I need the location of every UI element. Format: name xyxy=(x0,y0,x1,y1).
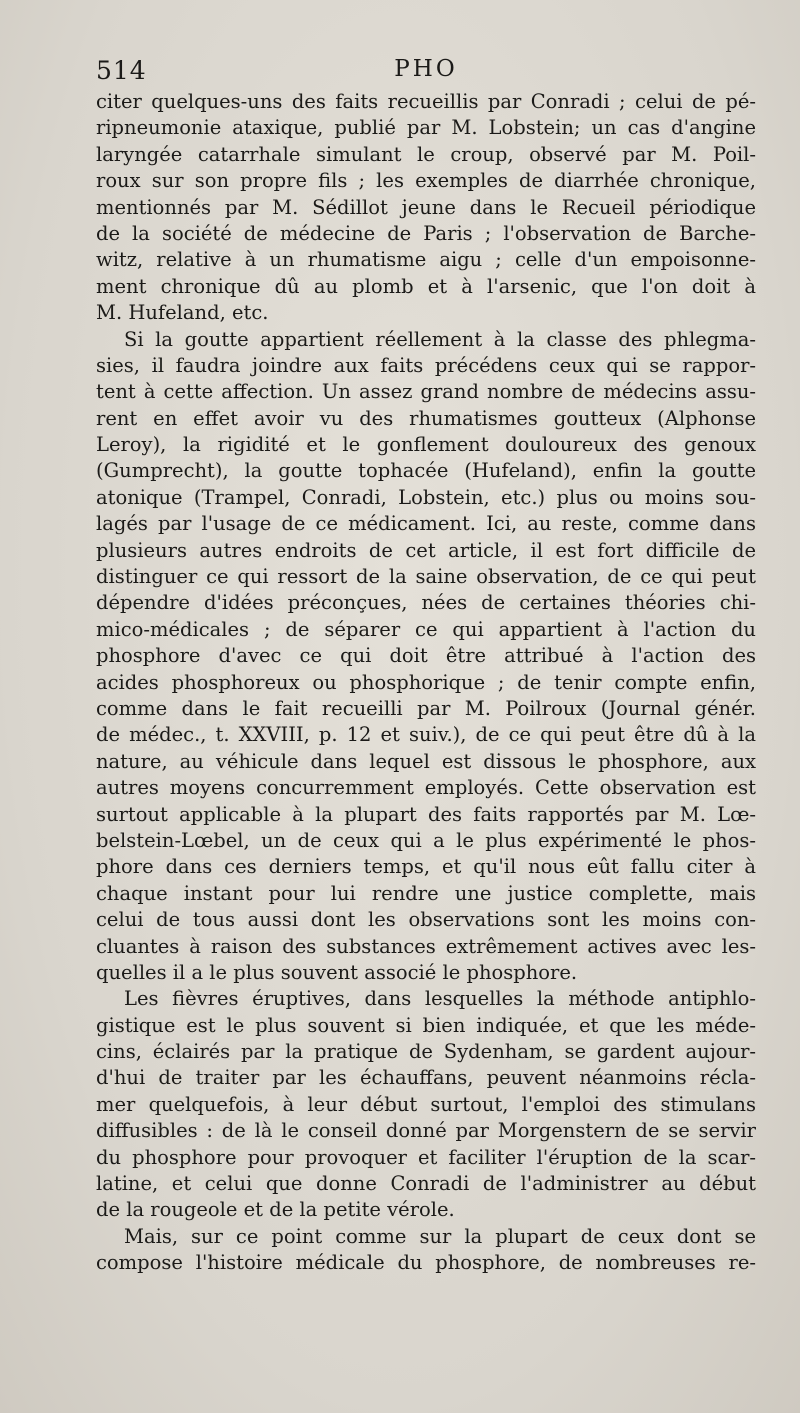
text-line: M. Hufeland, etc. xyxy=(96,301,269,325)
text-line: dépendre d'idées préconçues, nées de certaines théories chi- xyxy=(96,591,756,615)
text-line: d'hui de traiter par les échauffans, peuvent néanmoins récla- xyxy=(96,1066,756,1090)
text-line: phosphore d'avec ce qui doit être attribué à l'action des xyxy=(96,644,756,668)
text-line: plusieurs autres endroits de cet article, il est fort difficile de xyxy=(96,538,756,562)
text-line: lagés par l'usage de ce médicament. Ici, au reste, comme dans xyxy=(96,512,756,536)
text-line: ripneumonie ataxique, publié par M. Lobstein; un cas d'angine xyxy=(96,116,756,140)
text-line: nature, au véhicule dans lequel est dissous le phosphore, aux xyxy=(96,749,756,773)
text-line: Leroy), la rigidité et le gonflement douloureux des genoux xyxy=(96,433,756,457)
text-line: de la société de médecine de Paris ; l'observation de Barche- xyxy=(96,221,756,245)
running-head: PHO xyxy=(394,56,458,82)
text-line: rent en effet avoir vu des rhumatismes goutteux (Alphonse xyxy=(96,406,756,430)
text-line: witz, relative à un rhumatisme aigu ; celle d'un empoisonne- xyxy=(96,248,756,272)
text-line: du phosphore pour provoquer et faciliter l'éruption de la scar- xyxy=(96,1145,756,1169)
text-line: sies, il faudra joindre aux faits précédens ceux qui se rappor- xyxy=(96,353,756,377)
text-line: atonique (Trampel, Conradi, Lobstein, etc.) plus ou moins sou- xyxy=(96,485,756,509)
text-line: ment chronique dû au plomb et à l'arsenic, que l'on doit à xyxy=(96,274,756,298)
text-line: de médec., t. XXVIII, p. 12 et suiv.), de ce qui peut être dû à la xyxy=(96,723,756,747)
text-line: belstein-Lœbel, un de ceux qui a le plus expérimenté le phos- xyxy=(96,828,756,852)
text-line: comme dans le fait recueilli par M. Poilroux (Journal génér. xyxy=(96,696,756,720)
text-line: acides phosphoreux ou phosphorique ; de tenir compte enfin, xyxy=(96,670,756,694)
body-text xyxy=(96,89,756,1277)
text-line: roux sur son propre fils ; les exemples de diarrhée chronique, xyxy=(96,169,756,193)
text-line: quelles il a le plus souvent associé le phosphore. xyxy=(96,960,578,984)
text-line: de la rougeole et de la petite vérole. xyxy=(96,1198,455,1222)
text-line: chaque instant pour lui rendre une justice complette, mais xyxy=(96,881,756,905)
text-line: Mais, sur ce point comme sur la plupart de ceux dont se xyxy=(124,1224,756,1248)
text-line: tent à cette affection. Un assez grand nombre de médecins assu- xyxy=(96,380,756,404)
text-line: celui de tous aussi dont les observations sont les moins con- xyxy=(96,908,756,932)
text-line: (Gumprecht), la goutte tophacée (Hufeland), enfin la goutte xyxy=(96,459,756,483)
text-line: diffusibles : de là le conseil donné par Morgenstern de se servir xyxy=(96,1119,756,1143)
text-line: citer quelques-uns des faits recueillis par Conradi ; celui de pé- xyxy=(96,90,756,113)
text-line: distinguer ce qui ressort de la saine observation, de ce qui peut xyxy=(96,565,756,589)
text-line: surtout applicable à la plupart des faits rapportés par M. Lœ- xyxy=(96,802,756,826)
text-line: Si la goutte appartient réellement à la classe des phlegma- xyxy=(124,327,756,351)
text-line: compose l'histoire médicale du phosphore, de nombreuses re- xyxy=(96,1251,756,1275)
text-line: laryngée catarrhale simulant le croup, observé par M. Poil- xyxy=(96,142,756,166)
page-number: 514 xyxy=(96,56,147,85)
text-line: autres moyens concurremment employés. Cette observation est xyxy=(96,776,756,800)
text-line: Les fièvres éruptives, dans lesquelles la méthode antiphlo- xyxy=(124,987,756,1011)
text-line: cluantes à raison des substances extrêmement actives avec les- xyxy=(96,934,756,958)
text-line: mentionnés par M. Sédillot jeune dans le Recueil périodique xyxy=(96,195,756,219)
text-line: phore dans ces derniers temps, et qu'il nous eût fallu citer à xyxy=(96,855,756,879)
page-header xyxy=(96,56,756,90)
text-line: gistique est le plus souvent si bien indiquée, et que les méde- xyxy=(96,1013,756,1037)
text-line: latine, et celui que donne Conradi de l'administrer au début xyxy=(96,1172,756,1196)
text-line: mico-médicales ; de séparer ce qui appartient à l'action du xyxy=(96,617,756,641)
text-line: mer quelquefois, à leur début surtout, l'emploi des stimulans xyxy=(96,1092,756,1116)
text-line: cins, éclairés par la pratique de Sydenham, se gardent aujour- xyxy=(96,1040,756,1064)
